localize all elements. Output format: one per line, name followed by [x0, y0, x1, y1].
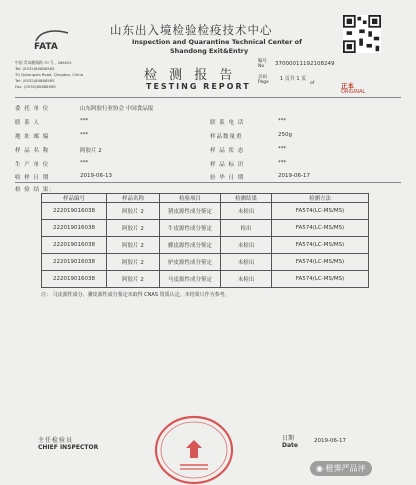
phone-value: ***: [278, 118, 287, 124]
address-label: 地 址 邮 编: [15, 134, 50, 140]
col-header-sample-name: 样品名称: [107, 194, 160, 203]
address-line-3: 70 Qutangxia Road, Qingdao, China: [15, 72, 84, 77]
page-of-label: of: [310, 81, 315, 86]
date-label-cn: 日期: [282, 435, 295, 442]
sample-mark-label: 样 品 标 识: [210, 162, 245, 168]
contact-label: 联 系 人: [15, 120, 40, 126]
svg-text:FATA: FATA: [34, 42, 58, 51]
cell-test-item: 驴皮源性成分鉴定: [160, 254, 221, 271]
client-label: 委 托 单 位: [15, 106, 50, 112]
table-row: [42, 220, 369, 237]
report-title-cn: 检 测 报 告: [144, 68, 237, 83]
chat-icon: ◉: [316, 464, 326, 473]
report-number: 3700001119210​8249: [275, 61, 335, 67]
fata-logo: [32, 27, 72, 51]
table-row: [42, 254, 369, 271]
sample-mark-value: ***: [278, 160, 287, 166]
header-divider: [15, 97, 401, 98]
cell-sample-id: 222019016038: [42, 220, 107, 237]
results-table: [41, 193, 369, 288]
cell-method: FA574(LC-MS/MS): [272, 220, 369, 237]
complete-date-value: 2019-06-17: [278, 173, 310, 179]
sample-state-label: 样 品 状 态: [210, 148, 245, 154]
chief-inspector-label-en: CHIEF INSPECTOR: [38, 444, 99, 451]
cell-test-item: 猪皮源性成分鉴定: [160, 203, 221, 220]
maker-label: 生 产 单 位: [15, 162, 50, 168]
table-row: [42, 271, 369, 288]
table-header-row: [42, 194, 369, 203]
quantity-value: 250g: [278, 132, 292, 138]
cell-result: 检出: [221, 220, 272, 237]
complete-date-label: 验 毕 日 期: [210, 175, 245, 181]
cell-sample-id: 222019016038: [42, 203, 107, 220]
page-label-cn: 页码: [258, 75, 267, 80]
cell-result: 未检出: [221, 271, 272, 288]
cell-result: 未检出: [221, 203, 272, 220]
center-title-cn: 山东出入境检验检疫技术中心: [110, 23, 273, 37]
address-line-5: Fax: (0532)80888565: [15, 84, 56, 89]
center-title-en-1: Inspection and Quarantine Technical Center of: [132, 38, 302, 46]
cell-sample-name: 阿胶片 2: [107, 237, 160, 254]
cell-sample-name: 阿胶片 2: [107, 254, 160, 271]
page-count: 1 页共 1 页: [280, 76, 307, 82]
address-value: ***: [80, 132, 89, 138]
table-row: [42, 203, 369, 220]
cell-sample-id: 222019016038: [42, 254, 107, 271]
cell-method: FA574(LC-MS/MS): [272, 203, 369, 220]
col-header-method: 检测方法: [272, 194, 369, 203]
address-line-4: Tel: (0532)80888585: [15, 78, 55, 83]
no-label-cn: 编号: [258, 59, 267, 64]
maker-value: ***: [80, 160, 89, 166]
cell-method: FA574(LC-MS/MS): [272, 237, 369, 254]
report-date-value: 2019-06-17: [314, 438, 346, 444]
cell-sample-name: 阿胶片 2: [107, 203, 160, 220]
watermark-badge: [310, 461, 372, 476]
quantity-label: 样品数量重: [210, 134, 243, 140]
center-title-en-2: Shandong Exit&Entry: [170, 47, 249, 55]
contact-value: ***: [80, 118, 89, 124]
cell-method: FA574(LC-MS/MS): [272, 254, 369, 271]
page-label-en: Page: [258, 80, 269, 85]
official-seal-stamp: [150, 410, 238, 485]
info-divider: [15, 182, 401, 183]
receive-date-value: 2019-06-13: [80, 173, 112, 179]
address-line-1: 中国 青岛鹏湖路 70 号 , 266001: [15, 60, 72, 65]
table-row: [42, 237, 369, 254]
cell-sample-name: 阿胶片 2: [107, 271, 160, 288]
cell-sample-id: 222019016038: [42, 271, 107, 288]
cell-result: 未检出: [221, 237, 272, 254]
cell-sample-id: 222019016038: [42, 237, 107, 254]
client-value: 山东阿胶行业协会 中国食品报: [80, 106, 154, 112]
no-label-en: No: [258, 64, 265, 69]
phone-label: 联 系 电 话: [210, 120, 245, 126]
cell-test-item: 马皮源性成分鉴定: [160, 271, 221, 288]
qr-code-icon: [343, 15, 381, 53]
report-title-en: TESTING REPORT: [146, 82, 251, 91]
original-mark-en: ORIGINAL: [341, 89, 366, 95]
col-header-result: 检测结果: [221, 194, 272, 203]
cell-sample-name: 阿胶片 2: [107, 220, 160, 237]
address-line-2: Tel: (0532)80888585: [15, 66, 55, 71]
col-header-sample-id: 样品编号: [42, 194, 107, 203]
table-note: 注： 马皮源性成分、骡皮源性成分鉴定未取得 CNAS 资质认定，本结果只作为参考。: [41, 292, 230, 298]
receive-date-label: 收 样 日 期: [15, 175, 50, 181]
sample-name-label: 样 品 名 称: [15, 148, 50, 154]
date-label-en: Date: [282, 442, 298, 449]
sample-state-value: ***: [278, 146, 287, 152]
sample-name-value: 阿胶片 2: [80, 148, 102, 154]
cell-test-item: 骡皮源性成分鉴定: [160, 237, 221, 254]
original-mark-cn: 正本: [341, 82, 354, 90]
cell-method: FA574(LC-MS/MS): [272, 271, 369, 288]
cell-test-item: 牛皮源性成分鉴定: [160, 220, 221, 237]
result-label: 检 验 结 果：: [15, 187, 56, 193]
watermark-text: 橙霁严品评: [325, 464, 366, 473]
chief-inspector-label-cn: 主任检验员: [38, 437, 74, 444]
cell-result: 未检出: [221, 254, 272, 271]
col-header-test-item: 检验项目: [160, 194, 221, 203]
